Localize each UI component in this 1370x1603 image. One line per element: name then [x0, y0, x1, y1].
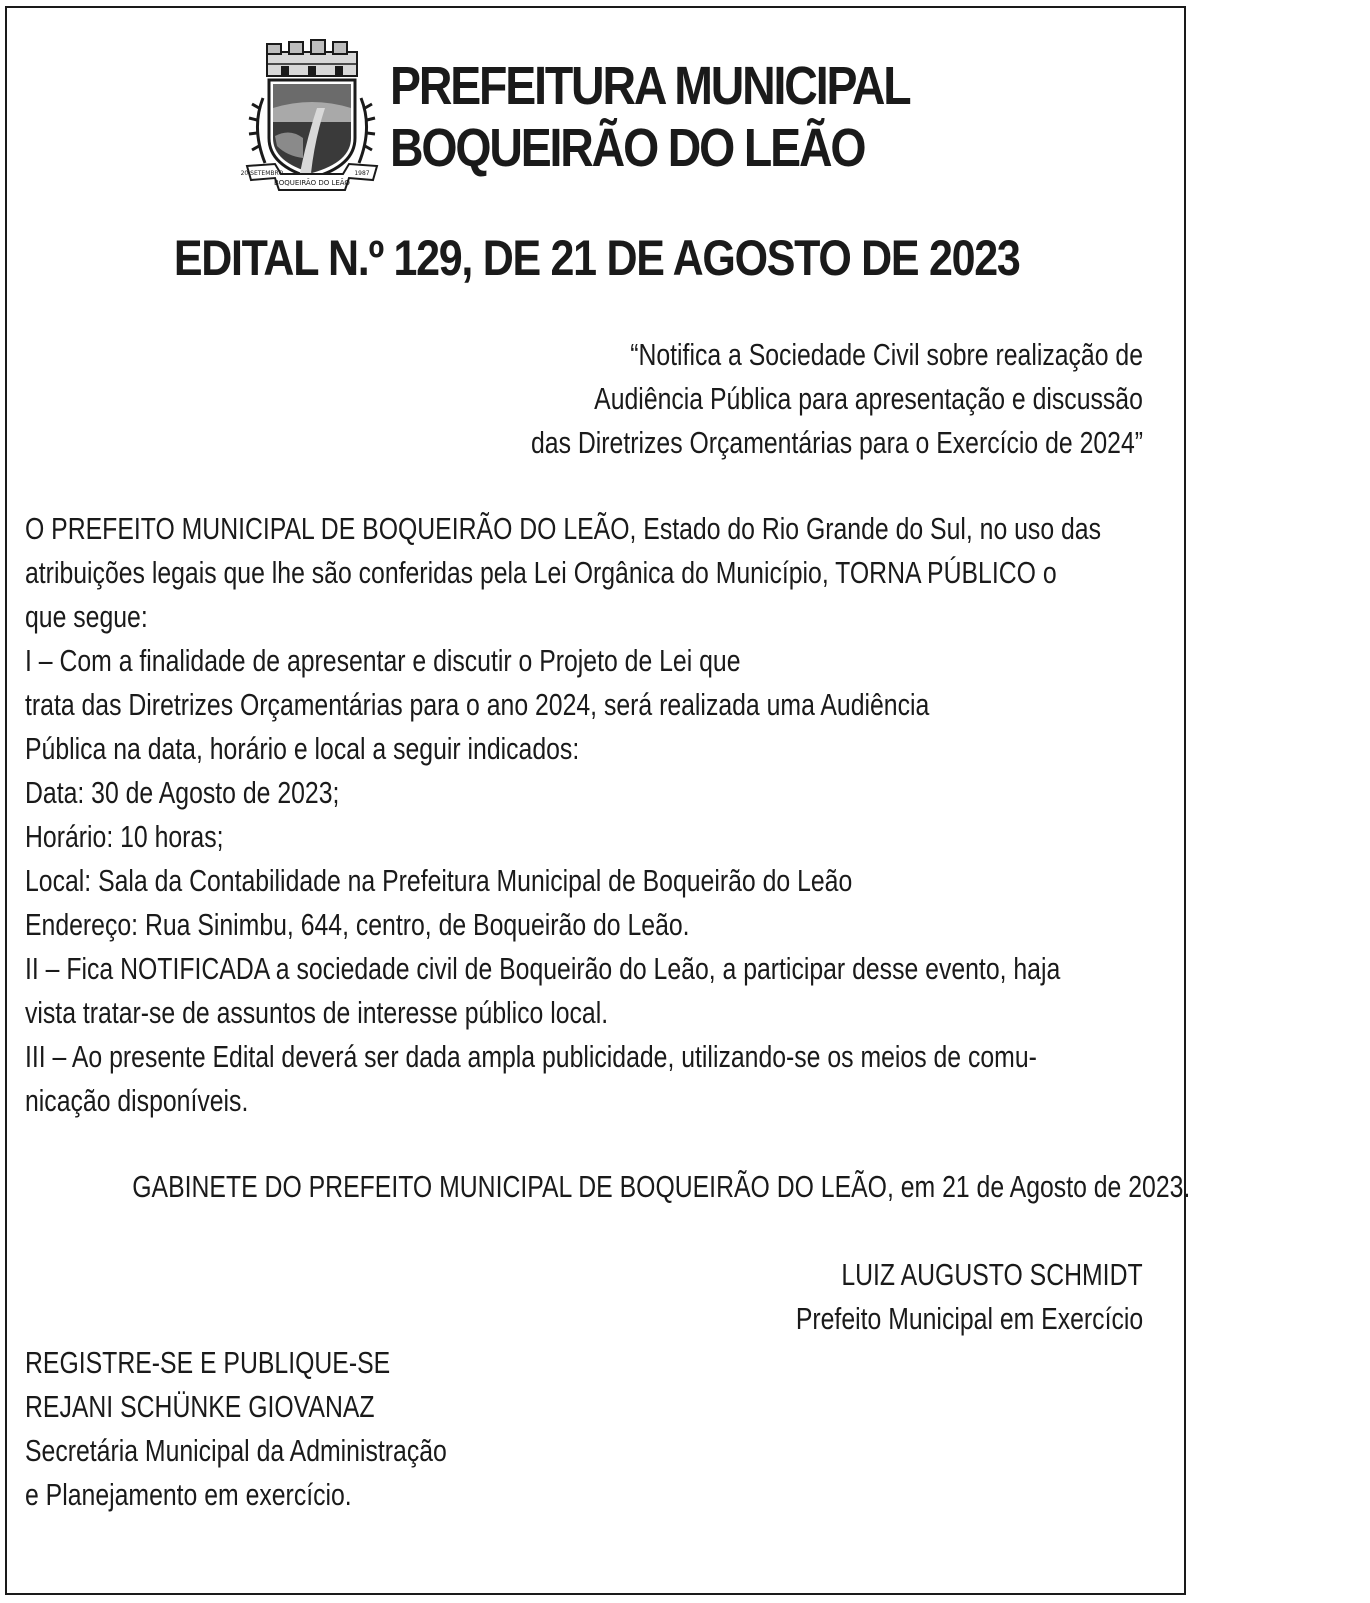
body-line: O PREFEITO MUNICIPAL DE BOQUEIRÃO DO LEÃO, Estado do Rio Grande do Sul, no uso das: [25, 511, 1102, 546]
body-line: Local: Sala da Contabilidade na Prefeitura Municipal de Boqueirão do Leão: [25, 863, 853, 898]
mayor-signature-block: [709, 1253, 1143, 1341]
ementa-line: das Diretrizes Orçamentárias para o Exercício de 2024”: [531, 425, 1143, 460]
body-line: I – Com a finalidade de apresentar e discutir o Projeto de Lei que: [25, 643, 741, 678]
ementa: [378, 333, 1143, 465]
body-line: que segue:: [25, 599, 148, 634]
svg-text:1987: 1987: [354, 170, 370, 177]
registration-heading: REGISTRE-SE E PUBLIQUE-SE: [25, 1345, 391, 1380]
body-line: Endereço: Rua Sinimbu, 644, centro, de Boqueirão do Leão.: [25, 907, 690, 942]
secretary-role-line2: e Planejamento em exercício.: [25, 1477, 352, 1512]
body-line: II – Fica NOTIFICADA a sociedade civil de Boqueirão do Leão, a participar desse evento, haja: [25, 951, 1061, 986]
body-line: Data: 30 de Agosto de 2023;: [25, 775, 340, 810]
svg-text:20 SETEMBRO: 20 SETEMBRO: [240, 170, 284, 177]
secretary-role-line1: Secretária Municipal da Administração: [25, 1433, 447, 1468]
edital-title: EDITAL N.º 129, DE 21 DE AGOSTO DE 2023: [173, 230, 1020, 286]
signer-name: LUIZ AUGUSTO SCHMIDT: [841, 1257, 1143, 1292]
header-title-line2: BOQUEIRÃO DO LEÃO: [390, 118, 865, 178]
gabinete-dateline: GABINETE DO PREFEITO MUNICIPAL DE BOQUEIRÃO DO LEÃO, em 21 de Agosto de 2023.: [132, 1169, 1191, 1204]
ementa-line: Audiência Pública para apresentação e discussão: [594, 381, 1143, 416]
body-line: atribuições legais que lhe são conferidas pela Lei Orgânica do Município, TORNA PÚBLICO o: [25, 555, 1057, 590]
header-title-line1: PREFEITURA MUNICIPAL: [390, 56, 910, 116]
registration-block: [25, 1341, 552, 1517]
signer-role: Prefeito Municipal em Exercício: [795, 1301, 1143, 1336]
edital-body: [25, 507, 1165, 1123]
body-line: vista tratar-se de assuntos de interesse público local.: [25, 995, 609, 1030]
ementa-line: “Notifica a Sociedade Civil sobre realização de: [630, 337, 1143, 372]
body-line: III – Ao presente Edital deverá ser dada ampla publicidade, utilizando-se os meios de comu-: [25, 1039, 1037, 1074]
municipal-crest-icon: [240, 38, 380, 196]
svg-text:BOQUEIRÃO DO LEÃO: BOQUEIRÃO DO LEÃO: [274, 179, 350, 187]
body-line: trata das Diretrizes Orçamentárias para o ano 2024, será realizada uma Audiência: [25, 687, 930, 722]
body-line: nicação disponíveis.: [25, 1083, 249, 1118]
body-line: Pública na data, horário e local a seguir indicados:: [25, 731, 580, 766]
letterhead: [240, 38, 994, 196]
body-line: Horário: 10 horas;: [25, 819, 224, 854]
secretary-name: REJANI SCHÜNKE GIOVANAZ: [25, 1389, 375, 1424]
